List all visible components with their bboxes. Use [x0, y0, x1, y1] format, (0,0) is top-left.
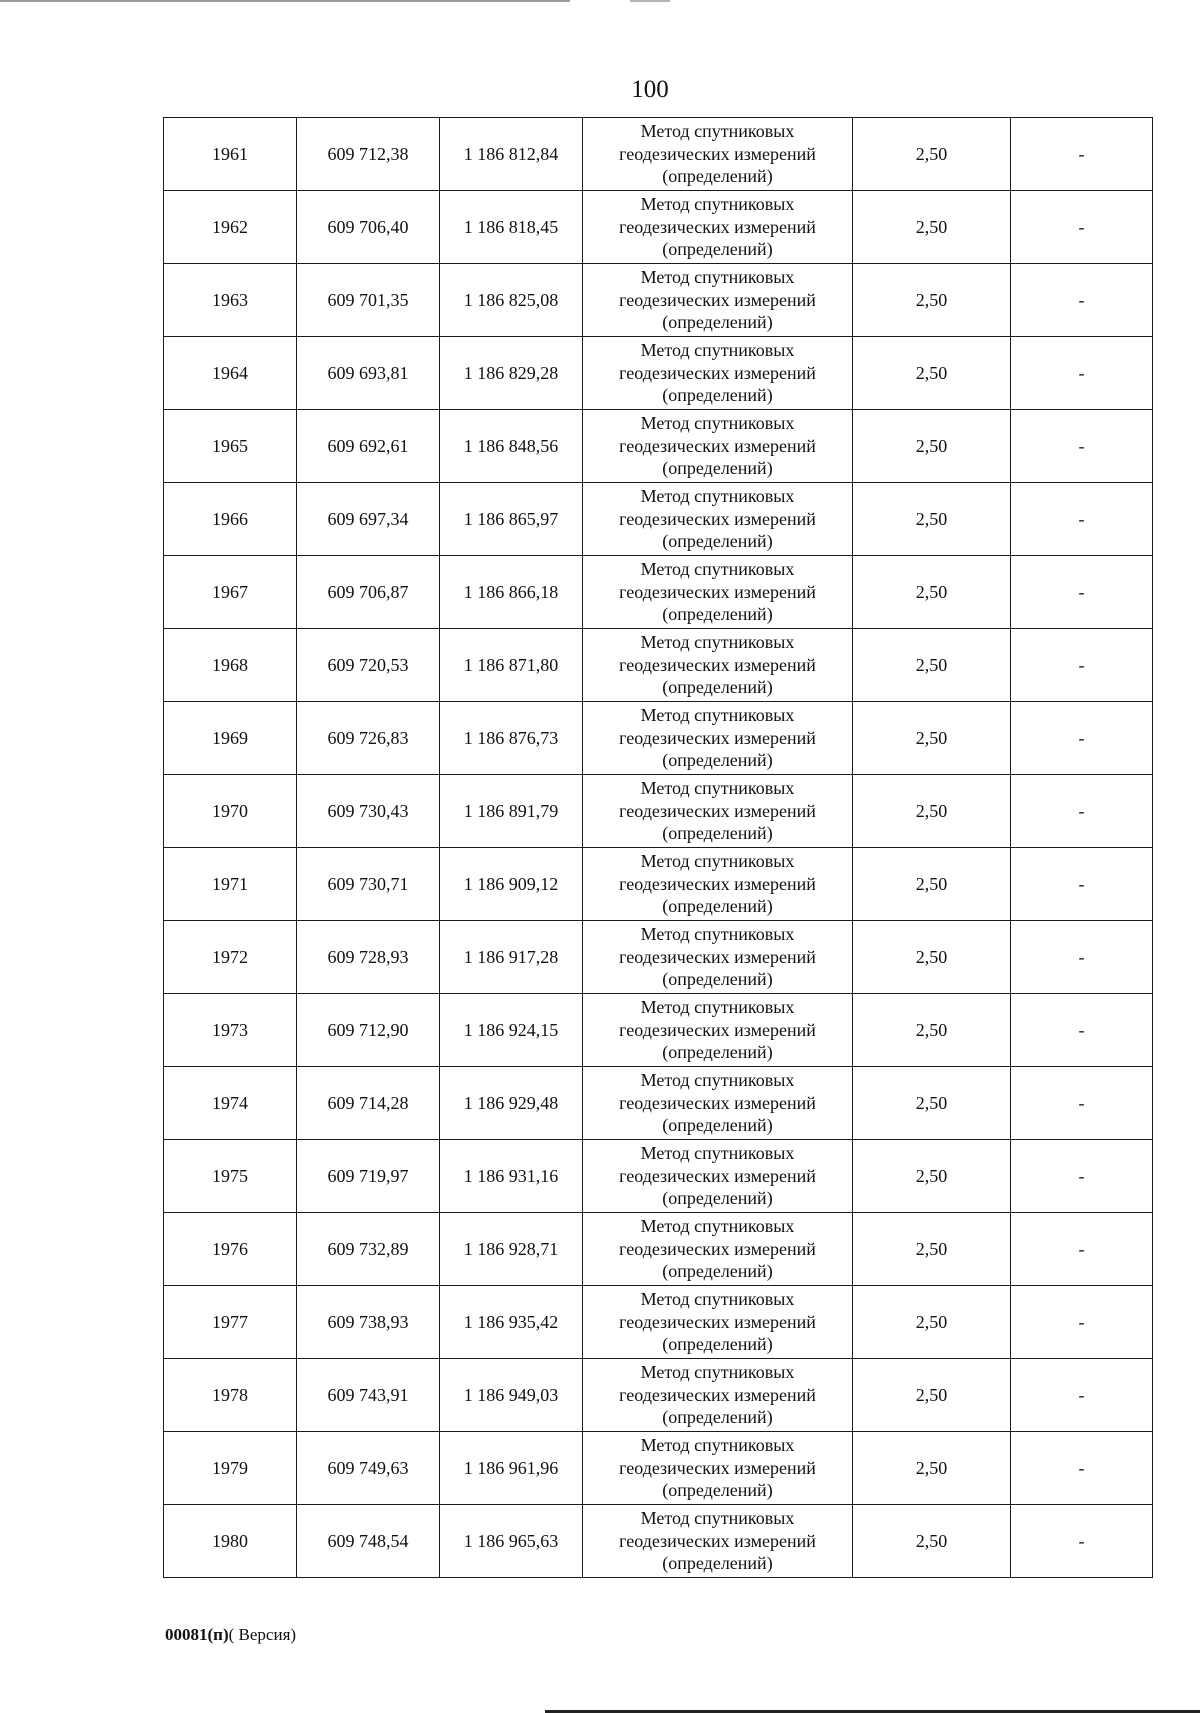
y-coordinate-cell: 1 186 812,84: [440, 118, 583, 191]
table-row: [164, 483, 1153, 556]
coordinates-table: [163, 117, 1153, 1578]
table-row: [164, 1359, 1153, 1432]
method-cell: Метод спутниковых геодезических измерений (определений): [583, 629, 853, 702]
x-coordinate-cell: 609 743,91: [297, 1359, 440, 1432]
y-coordinate-cell: 1 186 931,16: [440, 1140, 583, 1213]
note-cell: -: [1011, 1359, 1153, 1432]
accuracy-cell: 2,50: [853, 848, 1011, 921]
note-cell: -: [1011, 191, 1153, 264]
y-coordinate-cell: 1 186 825,08: [440, 264, 583, 337]
y-coordinate-cell: 1 186 929,48: [440, 1067, 583, 1140]
method-cell: Метод спутниковых геодезических измерений (определений): [583, 775, 853, 848]
point-number-cell: 1971: [164, 848, 297, 921]
note-cell: -: [1011, 337, 1153, 410]
point-number-cell: 1974: [164, 1067, 297, 1140]
point-number-cell: 1961: [164, 118, 297, 191]
x-coordinate-cell: 609 706,87: [297, 556, 440, 629]
point-number-cell: 1979: [164, 1432, 297, 1505]
x-coordinate-cell: 609 748,54: [297, 1505, 440, 1578]
accuracy-cell: 2,50: [853, 1213, 1011, 1286]
note-cell: -: [1011, 410, 1153, 483]
y-coordinate-cell: 1 186 865,97: [440, 483, 583, 556]
method-cell: Метод спутниковых геодезических измерений (определений): [583, 337, 853, 410]
note-cell: -: [1011, 483, 1153, 556]
table-row: [164, 921, 1153, 994]
y-coordinate-cell: 1 186 871,80: [440, 629, 583, 702]
y-coordinate-cell: 1 186 891,79: [440, 775, 583, 848]
note-cell: -: [1011, 1213, 1153, 1286]
table-row: [164, 775, 1153, 848]
method-cell: Метод спутниковых геодезических измерений (определений): [583, 702, 853, 775]
y-coordinate-cell: 1 186 876,73: [440, 702, 583, 775]
method-cell: Метод спутниковых геодезических измерений (определений): [583, 556, 853, 629]
method-cell: Метод спутниковых геодезических измерений (определений): [583, 921, 853, 994]
document-footer-code: [165, 1625, 296, 1645]
accuracy-cell: 2,50: [853, 702, 1011, 775]
footer-version: ( Версия): [228, 1625, 297, 1644]
table-row: [164, 1505, 1153, 1578]
point-number-cell: 1967: [164, 556, 297, 629]
y-coordinate-cell: 1 186 866,18: [440, 556, 583, 629]
y-coordinate-cell: 1 186 935,42: [440, 1286, 583, 1359]
y-coordinate-cell: 1 186 818,45: [440, 191, 583, 264]
table-row: [164, 1067, 1153, 1140]
method-cell: Метод спутниковых геодезических измерений (определений): [583, 1140, 853, 1213]
accuracy-cell: 2,50: [853, 556, 1011, 629]
y-coordinate-cell: 1 186 961,96: [440, 1432, 583, 1505]
x-coordinate-cell: 609 732,89: [297, 1213, 440, 1286]
accuracy-cell: 2,50: [853, 629, 1011, 702]
x-coordinate-cell: 609 706,40: [297, 191, 440, 264]
accuracy-cell: 2,50: [853, 1067, 1011, 1140]
x-coordinate-cell: 609 730,43: [297, 775, 440, 848]
note-cell: -: [1011, 702, 1153, 775]
point-number-cell: 1966: [164, 483, 297, 556]
x-coordinate-cell: 609 712,38: [297, 118, 440, 191]
table-row: [164, 702, 1153, 775]
table-row: [164, 1140, 1153, 1213]
y-coordinate-cell: 1 186 829,28: [440, 337, 583, 410]
note-cell: -: [1011, 848, 1153, 921]
table-row: [164, 1432, 1153, 1505]
method-cell: Метод спутниковых геодезических измерений (определений): [583, 994, 853, 1067]
note-cell: -: [1011, 921, 1153, 994]
x-coordinate-cell: 609 726,83: [297, 702, 440, 775]
method-cell: Метод спутниковых геодезических измерений (определений): [583, 1432, 853, 1505]
accuracy-cell: 2,50: [853, 1140, 1011, 1213]
method-cell: Метод спутниковых геодезических измерений (определений): [583, 1359, 853, 1432]
method-cell: Метод спутниковых геодезических измерений (определений): [583, 1286, 853, 1359]
x-coordinate-cell: 609 697,34: [297, 483, 440, 556]
note-cell: -: [1011, 1286, 1153, 1359]
method-cell: Метод спутниковых геодезических измерений (определений): [583, 410, 853, 483]
point-number-cell: 1977: [164, 1286, 297, 1359]
method-cell: Метод спутниковых геодезических измерений (определений): [583, 848, 853, 921]
point-number-cell: 1980: [164, 1505, 297, 1578]
method-cell: Метод спутниковых геодезических измерений (определений): [583, 483, 853, 556]
x-coordinate-cell: 609 720,53: [297, 629, 440, 702]
note-cell: -: [1011, 1140, 1153, 1213]
table-row: [164, 1286, 1153, 1359]
x-coordinate-cell: 609 692,61: [297, 410, 440, 483]
accuracy-cell: 2,50: [853, 118, 1011, 191]
note-cell: -: [1011, 1505, 1153, 1578]
table-row: [164, 629, 1153, 702]
note-cell: -: [1011, 1432, 1153, 1505]
x-coordinate-cell: 609 714,28: [297, 1067, 440, 1140]
point-number-cell: 1969: [164, 702, 297, 775]
table-row: [164, 191, 1153, 264]
accuracy-cell: 2,50: [853, 994, 1011, 1067]
x-coordinate-cell: 609 701,35: [297, 264, 440, 337]
note-cell: -: [1011, 118, 1153, 191]
footer-code: 00081(п): [165, 1625, 229, 1644]
table-row: [164, 1213, 1153, 1286]
point-number-cell: 1972: [164, 921, 297, 994]
scan-edge-top-fragment: [630, 0, 670, 2]
point-number-cell: 1963: [164, 264, 297, 337]
x-coordinate-cell: 609 749,63: [297, 1432, 440, 1505]
note-cell: -: [1011, 556, 1153, 629]
accuracy-cell: 2,50: [853, 1505, 1011, 1578]
point-number-cell: 1973: [164, 994, 297, 1067]
note-cell: -: [1011, 994, 1153, 1067]
x-coordinate-cell: 609 738,93: [297, 1286, 440, 1359]
page-number-text: 100: [631, 76, 669, 103]
accuracy-cell: 2,50: [853, 337, 1011, 410]
method-cell: Метод спутниковых геодезических измерений (определений): [583, 1067, 853, 1140]
note-cell: -: [1011, 264, 1153, 337]
table-row: [164, 337, 1153, 410]
point-number-cell: 1975: [164, 1140, 297, 1213]
scan-edge-top: [0, 0, 570, 2]
accuracy-cell: 2,50: [853, 1286, 1011, 1359]
point-number-cell: 1970: [164, 775, 297, 848]
point-number-cell: 1964: [164, 337, 297, 410]
x-coordinate-cell: 609 712,90: [297, 994, 440, 1067]
table-row: [164, 994, 1153, 1067]
point-number-cell: 1965: [164, 410, 297, 483]
note-cell: -: [1011, 775, 1153, 848]
table-row: [164, 118, 1153, 191]
y-coordinate-cell: 1 186 965,63: [440, 1505, 583, 1578]
note-cell: -: [1011, 629, 1153, 702]
x-coordinate-cell: 609 719,97: [297, 1140, 440, 1213]
method-cell: Метод спутниковых геодезических измерений (определений): [583, 191, 853, 264]
accuracy-cell: 2,50: [853, 191, 1011, 264]
point-number-cell: 1976: [164, 1213, 297, 1286]
y-coordinate-cell: 1 186 917,28: [440, 921, 583, 994]
accuracy-cell: 2,50: [853, 483, 1011, 556]
y-coordinate-cell: 1 186 909,12: [440, 848, 583, 921]
coordinates-table-body: [164, 118, 1153, 1578]
accuracy-cell: 2,50: [853, 1359, 1011, 1432]
table-row: [164, 264, 1153, 337]
accuracy-cell: 2,50: [853, 410, 1011, 483]
accuracy-cell: 2,50: [853, 921, 1011, 994]
y-coordinate-cell: 1 186 848,56: [440, 410, 583, 483]
method-cell: Метод спутниковых геодезических измерений (определений): [583, 118, 853, 191]
page-number: [0, 76, 1200, 104]
point-number-cell: 1968: [164, 629, 297, 702]
x-coordinate-cell: 609 693,81: [297, 337, 440, 410]
y-coordinate-cell: 1 186 928,71: [440, 1213, 583, 1286]
accuracy-cell: 2,50: [853, 264, 1011, 337]
point-number-cell: 1978: [164, 1359, 297, 1432]
method-cell: Метод спутниковых геодезических измерений (определений): [583, 1505, 853, 1578]
table-row: [164, 410, 1153, 483]
accuracy-cell: 2,50: [853, 1432, 1011, 1505]
accuracy-cell: 2,50: [853, 775, 1011, 848]
point-number-cell: 1962: [164, 191, 297, 264]
x-coordinate-cell: 609 728,93: [297, 921, 440, 994]
x-coordinate-cell: 609 730,71: [297, 848, 440, 921]
table-row: [164, 848, 1153, 921]
table-row: [164, 556, 1153, 629]
note-cell: -: [1011, 1067, 1153, 1140]
method-cell: Метод спутниковых геодезических измерений (определений): [583, 1213, 853, 1286]
method-cell: Метод спутниковых геодезических измерений (определений): [583, 264, 853, 337]
y-coordinate-cell: 1 186 949,03: [440, 1359, 583, 1432]
y-coordinate-cell: 1 186 924,15: [440, 994, 583, 1067]
